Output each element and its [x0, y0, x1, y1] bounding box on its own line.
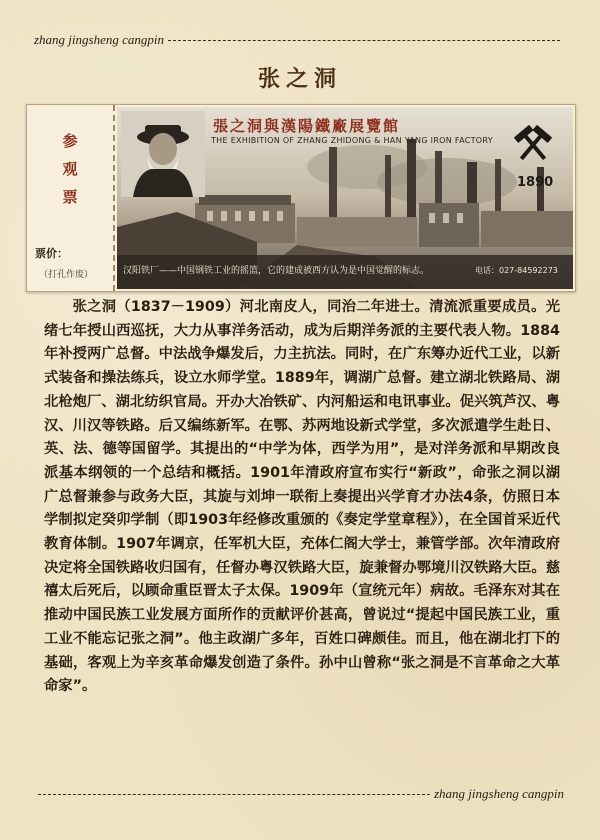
watermark-top	[34, 33, 564, 47]
stub-title-char: 票	[62, 188, 78, 206]
admission-ticket	[26, 104, 576, 292]
page-title: 张之洞	[257, 67, 342, 92]
price-label: 票价：	[35, 247, 68, 260]
factory-photo	[117, 107, 573, 289]
dashed-divider	[38, 794, 430, 795]
stub-title	[27, 127, 113, 211]
dashed-divider	[168, 40, 560, 41]
stub-title-char: 观	[62, 160, 78, 178]
portrait-icon	[121, 111, 205, 197]
biography-text: 张之洞（1837－1909）河北南皮人，同治二年进士。清流派重要成员。光绪七年授山西巡抚，大力从事洋务活动，成为后期洋务派的主要代表人物。1884年补授两广总督。中法战争爆发后，力主抗法。同时，在广东筹办近代工业，以新式装备和操法练兵，设立水师学堂。1889年，调湖广总督。建立湖北铁路局、湖北枪炮厂、湖北纺织官局。开办大冶铁矿、内河船运和电讯事业。促兴筑芦汉、粤汉、川汉等铁路。后又编练新军。在鄂、苏两地设新式学堂，多次派遣学生赴日、英、法、德等国留学。其提出的“中学为体，西学为用”，是对洋务派和早期改良派基本纲领的一个总结和概括。1901年清政府宣布实行“新政”，命张之洞以湖广总督兼参与政务大臣，其旋与刘坤一联衔上奏提出兴学育才办法4条，仿照日本学制拟定癸卯学制（即1903年经修改重颁的《奏定学堂章程》），在全国首采近代教育体制。1907年调京，任军机大臣，充体仁阁大学士，兼管学部。次年清政府决定将全国铁路收归国有，任督办粤汉铁路大臣，旋兼督办鄂境川汉铁路大臣。慈禧太后死后，以顾命重臣晋太子太保。1909年（宣统元年）病故。毛泽东对其在推动中国民族工业发展方面所作的贡献评价甚高，曾说过“提起中国民族工业，重工业不能忘记张之洞”。他主政湖广多年，百姓口碑颇佳。而且，他在湖北打下的基础，客观上为辛亥革命爆发创造了条件。孙中山曾称“张之洞是不言革命之大革命家”。	[44, 299, 560, 695]
founding-year: 1890	[517, 175, 554, 190]
hall-title: 張之洞與漢陽鐵廠展覽館	[213, 117, 401, 135]
watermark-text: zhang jingsheng cangpin	[434, 786, 564, 801]
hall-title-english: THE EXHIBITION OF ZHANG ZHIDONG & HAN YANG IRON FACTORY	[211, 136, 493, 145]
stub-note: （打孔作废）	[39, 270, 94, 280]
stub-title-char: 参	[62, 132, 78, 150]
photo-caption: 汉阳铁厂——中国钢铁工业的摇篮，它的建成被西方认为是中国觉醒的标志。	[123, 266, 430, 276]
watermark-text: zhang jingsheng cangpin	[34, 32, 164, 47]
phone-number: 电话：027-84592273	[475, 266, 558, 275]
watermark-bottom	[34, 787, 564, 801]
ticket-stub	[27, 105, 115, 291]
